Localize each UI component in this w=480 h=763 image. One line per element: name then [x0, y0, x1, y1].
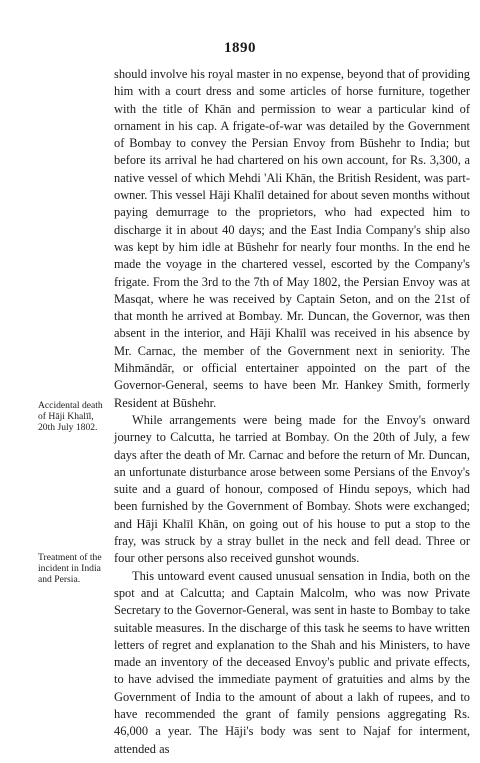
margin-note-treatment-of-incident: Treatment of the incident in India and Persia.	[38, 552, 102, 585]
margin-note-accidental-death: Accidental death of Hāji Khalīl, 20th July 1802.	[38, 400, 103, 433]
paragraph-1: should involve his royal master in no expense, beyond that of providing him with a court dress and some articles of horse furniture, together with the title of Khān and permission to wear a particular kind of ornament in his cap. A frigate-of-war was detailed by the Government of Bombay to convey the Persian Envoy from Būshehr to India; but before its arrival he had chartered on his own account, for Rs. 3,300, a native vessel of which Mehdi 'Ali Khān, the British Resident, was part-owner. This vessel Hāji Khalīl detained for about seven months without paying demurrage to the proprietors, who had expected him to discharge it in about 40 days; and the East India Company's ship also was kept by him idle at Būshehr for nearly four months. In the end he made the voyage in the chartered vessel, escorted by the Company's frigate. From the 3rd to the 7th of May 1802, the Persian Envoy was at Masqat, where he was received by Captain Seton, and on the 21st of that month he arrived at Bombay. Mr. Duncan, the Governor, was then absent in the interior, and Hāji Khalīl was received in his absence by Mr. Carnac, the member of the Government next in seniority. The Mihmāndār, or official entertainer appointed on the part of the Governor-General, seems to have been Mr. Hankey Smith, formerly Resident at Būshehr.	[114, 67, 470, 410]
body-text	[114, 66, 470, 758]
paragraph-2: While arrangements were being made for the Envoy's onward journey to Calcutta, he tarried at Bombay. On the 20th of July, a few days after the death of Mr. Carnac and before the return of Mr. Duncan, an unfortunate disturbance arose between some Persians of the Envoy's suite and a guard of honour, composed of Hindu sepoys, which had been furnished by the Government of Bombay. Shots were exchanged; and Hāji Khalīl Khān, on going out of his house to put a stop to the fray, was struck by a stray bullet in the neck and fell dead. Three or four other persons also received gunshot wounds.	[114, 412, 470, 566]
paragraph-3: This untoward event caused unusual sensation in India, both on the spot and at Calcutta; and Captain Malcolm, who was now Private Secretary to the Governor-General, was sent in haste to Bombay to take suitable measures. In the discharge of this task he seems to have written letters of regret and explanation to the Shah and his Ministers, to have made an inventory of the deceased Envoy's public and private effects, to have advised the immediate payment of gratuities and alms by the Government of India to the amount of about a lakh of rupees, and to have recommended the grant of family pensions aggregating Rs. 46,000 a year. The Hāji's body was sent to Najaf for interment, attended as	[114, 568, 470, 756]
page-number: 1890	[224, 40, 256, 56]
